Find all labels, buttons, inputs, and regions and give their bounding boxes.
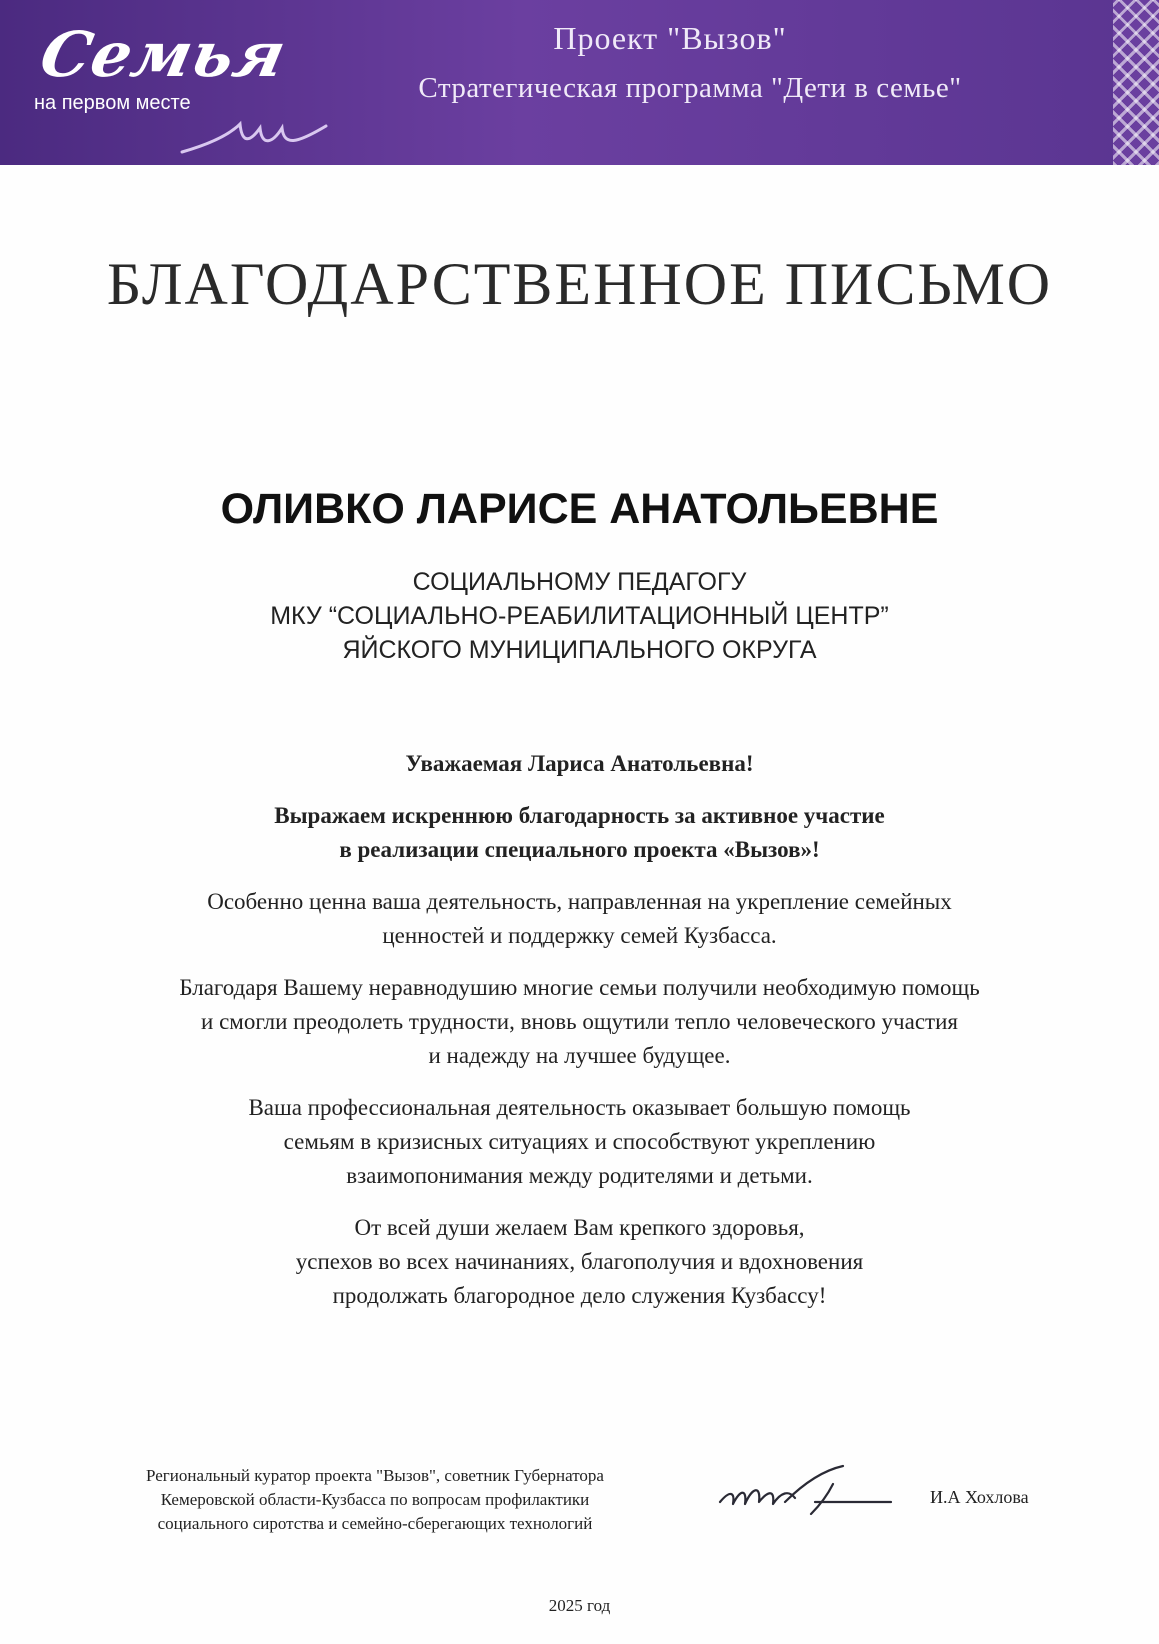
greeting xyxy=(40,747,1119,781)
signatory-line: Региональный куратор проекта "Вызов", советник Губернатора xyxy=(146,1466,604,1485)
letter-title: БЛАГОДАРСТВЕННОЕ ПИСЬМО xyxy=(106,251,1053,317)
signer-name: И.А Хохлова xyxy=(930,1487,1029,1507)
header-banner xyxy=(0,0,1159,165)
logo-swirl-icon xyxy=(180,114,330,159)
body-line: взаимопонимания между родителями и детьми. xyxy=(346,1163,813,1188)
body-line: и надежду на лучшее будущее. xyxy=(428,1043,731,1068)
body-line: семьям в кризисных ситуациях и способствуют укреплению xyxy=(283,1129,876,1154)
signatory-line: Кемеровской области-Кузбасса по вопросам профилактики xyxy=(160,1490,590,1509)
handwritten-signature xyxy=(715,1462,895,1522)
recipient-name: ОЛИВКО ЛАРИСЕ АНАТОЛЬЕВНЕ xyxy=(220,485,939,533)
logo-subtitle: на первом месте xyxy=(34,92,191,114)
document-year: 2025 год xyxy=(548,1596,611,1615)
signatory-line: социального сиротства и семейно-сберегающих технологий xyxy=(157,1514,593,1533)
signatory-position xyxy=(60,1464,690,1536)
body-line: Благодаря Вашему неравнодушию многие семьи получили необходимую помощь xyxy=(179,975,980,1000)
body-line: успехов во всех начинаниях, благополучия и вдохновения xyxy=(295,1249,864,1274)
paragraph-help xyxy=(40,971,1119,1073)
recipient-position xyxy=(0,565,1159,667)
letter-body xyxy=(40,747,1119,1331)
logo-script-text: Семья xyxy=(34,18,293,91)
family-logo xyxy=(30,6,293,156)
position-line: СОЦИАЛЬНОМУ ПЕДАГОГУ xyxy=(412,568,747,596)
body-line: От всей души желаем Вам крепкого здоровья, xyxy=(354,1215,805,1240)
project-title: Проект "Вызов" xyxy=(553,20,787,56)
body-line: ценностей и поддержку семей Кузбасса. xyxy=(382,923,777,948)
lattice-ornament xyxy=(1113,0,1159,165)
body-line: и смогли преодолеть трудности, вновь ощутили тепло человеческого участия xyxy=(201,1009,958,1034)
position-line: МКУ “СОЦИАЛЬНО-РЕАБИЛИТАЦИОННЫЙ ЦЕНТР” xyxy=(270,602,889,630)
gratitude-paragraph xyxy=(40,799,1119,867)
body-line: продолжать благородное дело служения Кузбассу! xyxy=(332,1283,827,1308)
paragraph-professional xyxy=(40,1091,1119,1193)
position-line: ЯЙСКОГО МУНИЦИПАЛЬНОГО ОКРУГА xyxy=(342,636,817,664)
body-line: Особенно ценна ваша деятельность, направленная на укрепление семейных xyxy=(207,889,952,914)
paragraph-values xyxy=(40,885,1119,953)
gratitude-line: Выражаем искреннюю благодарность за активное участие xyxy=(274,803,885,828)
program-title: Стратегическая программа "Дети в семье" xyxy=(418,72,962,104)
greeting-line: Уважаемая Лариса Анатольевна! xyxy=(405,751,754,776)
gratitude-line: в реализации специального проекта «Вызов»! xyxy=(339,837,820,862)
paragraph-wishes xyxy=(40,1211,1119,1313)
body-line: Ваша профессиональная деятельность оказывает большую помощь xyxy=(248,1095,911,1120)
